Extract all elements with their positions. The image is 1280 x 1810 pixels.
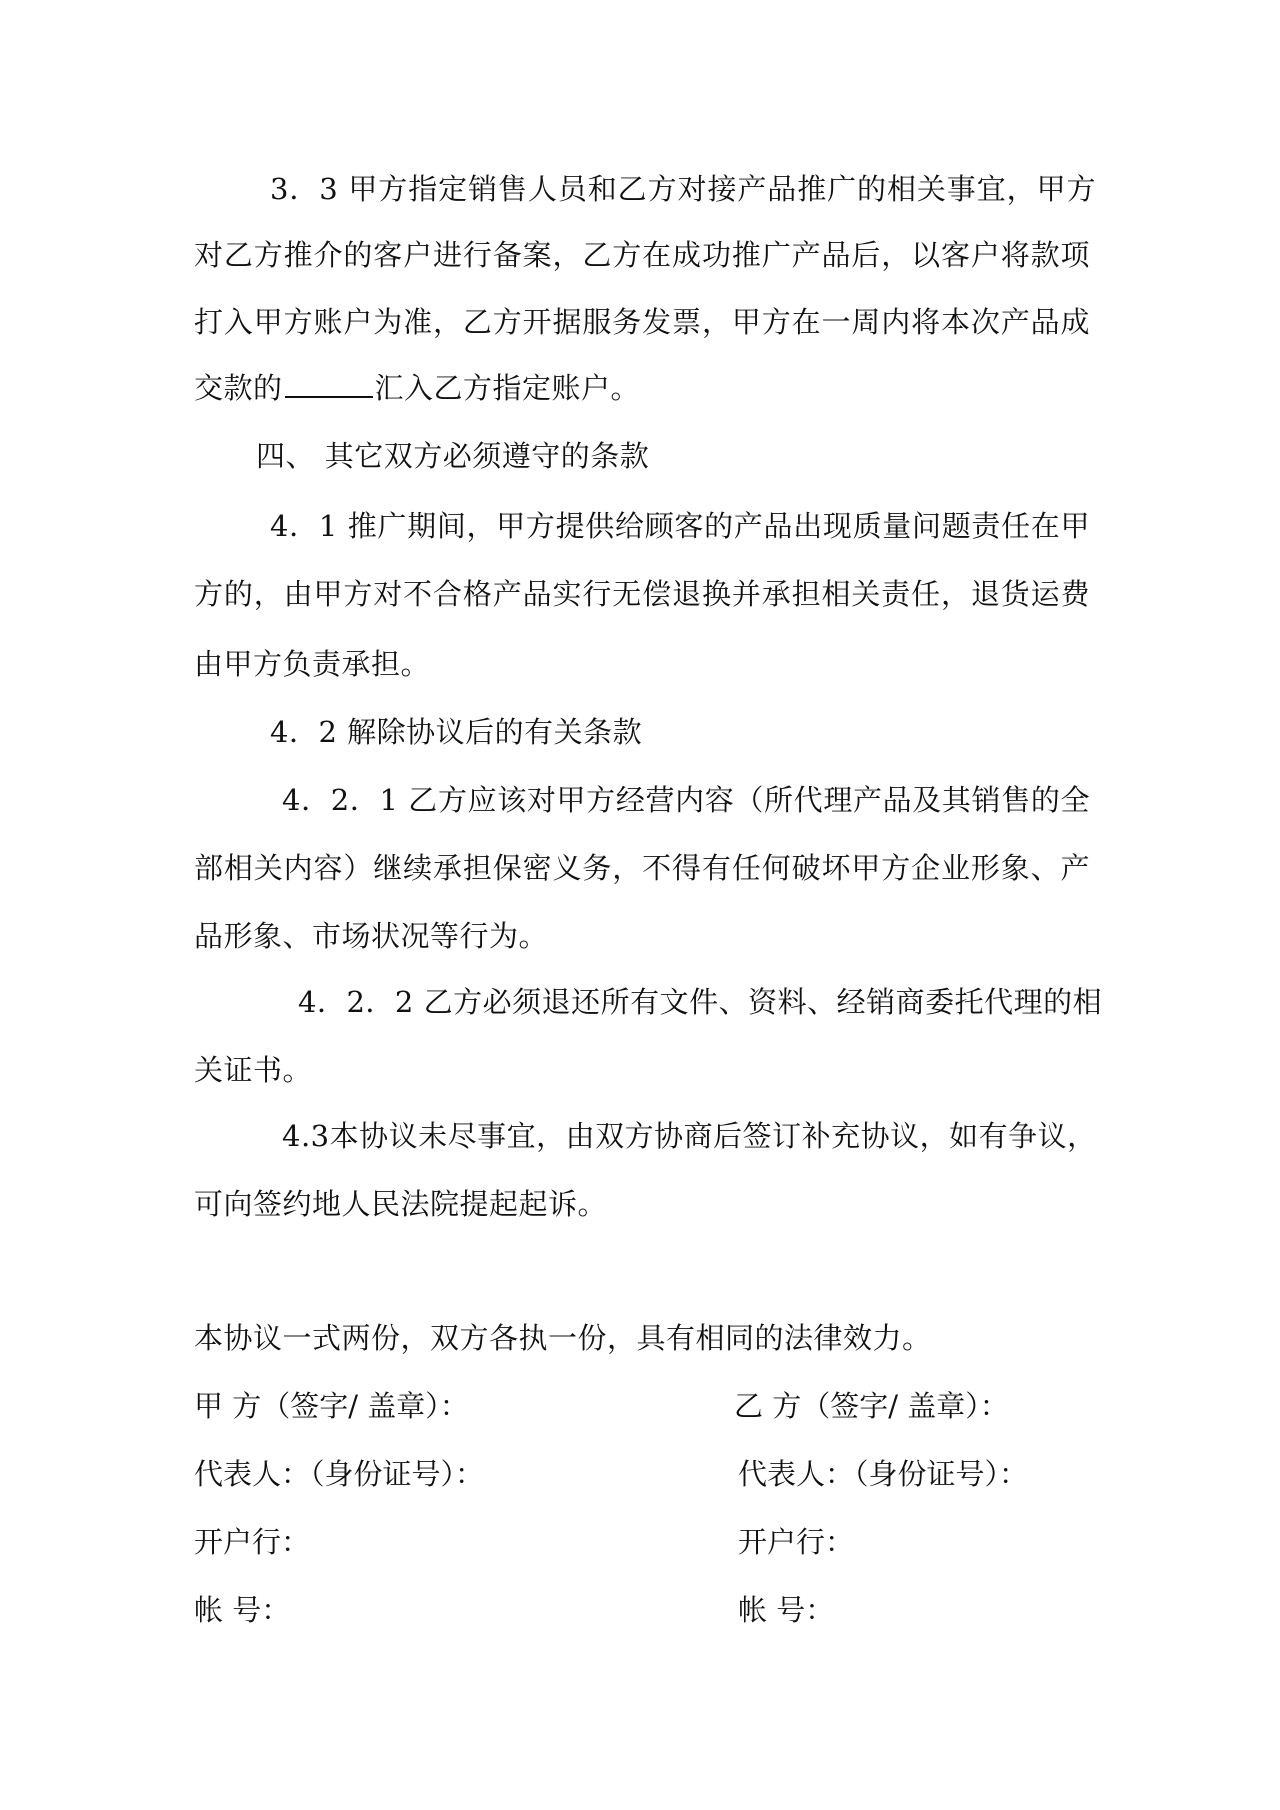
party-b-bank-label: 开户行： bbox=[738, 1525, 855, 1559]
clause-4-2-2-line-2: 关证书。 bbox=[194, 1053, 313, 1087]
clause-3-3-line-4-start: 交款的 bbox=[194, 371, 283, 405]
clause-4-2-1-line-1: 4．2．1 乙方应该对甲方经营内容（所代理产品及其销售的全 bbox=[282, 783, 1090, 817]
clause-4-2-2-line-1: 4．2．2 乙方必须退还所有文件、资料、经销商委托代理的相 bbox=[298, 985, 1103, 1019]
clause-4-2-1-line-3: 品形象、市场状况等行为。 bbox=[194, 919, 549, 953]
clause-3-3-line-3: 打入甲方账户为准，乙方开据服务发票，甲方在一周内将本次产品成 bbox=[194, 305, 1090, 339]
party-a-bank-label: 开户行： bbox=[194, 1525, 311, 1559]
clause-3-3-line-2: 对乙方推介的客户进行备案，乙方在成功推广产品后，以客户将款项 bbox=[194, 238, 1090, 272]
party-b-representative-label: 代表人：（身份证号）： bbox=[738, 1457, 1029, 1491]
clause-4-3-line-1: 4.3本协议未尽事宜，由双方协商后签订补充协议，如有争议， bbox=[282, 1119, 1097, 1153]
party-a-representative-label: 代表人：（身份证号）： bbox=[194, 1457, 485, 1491]
party-b-account-label: 帐 号： bbox=[738, 1593, 835, 1627]
clause-3-3-line-4 bbox=[194, 368, 640, 408]
section-4-heading: 四、 其它双方必须遵守的条款 bbox=[256, 439, 650, 473]
clause-4-2-heading: 4．2 解除协议后的有关条款 bbox=[270, 715, 643, 749]
clause-4-1-line-1: 4．1 推广期间，甲方提供给顾客的产品出现质量问题责任在甲 bbox=[270, 509, 1090, 543]
copies-statement: 本协议一式两份，双方各执一份，具有相同的法律效力。 bbox=[194, 1321, 932, 1355]
clause-3-3-line-4-end: 汇入乙方指定账户。 bbox=[374, 371, 641, 405]
clause-4-1-line-2: 方的，由甲方对不合格产品实行无偿退换并承担相关责任，退货运费 bbox=[194, 577, 1090, 611]
party-a-signature-label: 甲 方（签字/ 盖章）： bbox=[194, 1389, 469, 1423]
clause-4-1-line-3: 由甲方负责承担。 bbox=[194, 647, 431, 681]
percentage-blank-field bbox=[285, 370, 373, 398]
party-b-signature-label: 乙 方（签字/ 盖章）： bbox=[734, 1389, 1009, 1423]
clause-4-2-1-line-2: 部相关内容）继续承担保密义务，不得有任何破坏甲方企业形象、产 bbox=[194, 851, 1090, 885]
party-a-account-label: 帐 号： bbox=[194, 1593, 291, 1627]
clause-4-3-line-2: 可向签约地人民法院提起起诉。 bbox=[194, 1187, 608, 1221]
clause-3-3-line-1: 3．3 甲方指定销售人员和乙方对接产品推广的相关事宜，甲方 bbox=[270, 172, 1096, 206]
